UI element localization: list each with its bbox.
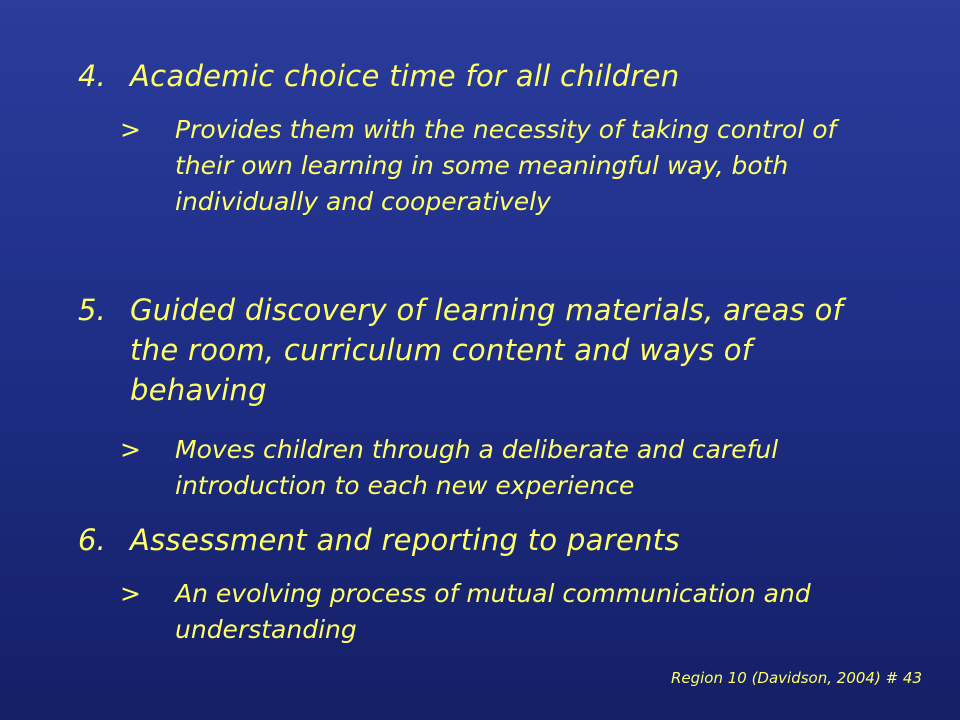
- sub-bullet-icon: >: [120, 579, 141, 608]
- sub-bullet-icon: >: [120, 115, 141, 144]
- item-heading: Academic choice time for all children: [130, 59, 680, 93]
- sub-bullet-icon: >: [120, 435, 141, 464]
- slide-footer: Region 10 (Davidson, 2004) # 43: [670, 669, 922, 687]
- item-number: 6.: [78, 523, 106, 557]
- item-detail: An evolving process of mutual communication and understanding: [175, 579, 811, 644]
- item-number: 5.: [78, 293, 106, 327]
- item-detail: Moves children through a deliberate and careful introduction to each new experience: [175, 435, 779, 500]
- item-heading: Assessment and reporting to parents: [130, 523, 680, 557]
- item-detail: Provides them with the necessity of taking control of their own learning in some meaningful way, both individually and cooperatively: [175, 115, 837, 216]
- item-number: 4.: [78, 59, 106, 93]
- item-heading: Guided discovery of learning materials, areas of the room, curriculum content and ways of behaving: [130, 293, 844, 407]
